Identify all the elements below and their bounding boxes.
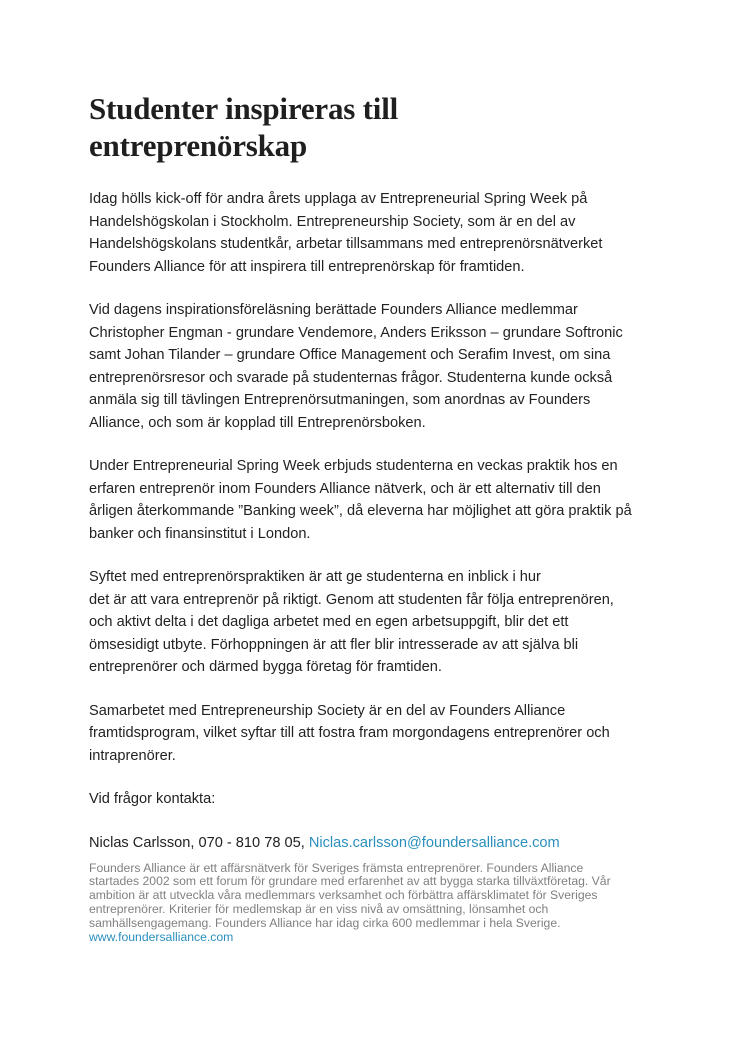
paragraph-lecture: Vid dagens inspirationsföreläsning berättade Founders Alliance medlemmar Christopher Engman - grundare Vendemore, Anders Eriksson – grundare Softronic samt Johan Tilander – grundare Office Management och Serafim Invest, om sina entreprenörsresor och svarade på studenternas frågor. Studenterna kunde också anmäla sig till tävlingen Entreprenörsutmaningen, som anordnas av Founders Alliance, och som är kopplad till Entreprenörsboken.: [89, 302, 623, 431]
contact-details: Niclas Carlsson, 070 - 810 78 05,: [89, 834, 309, 851]
about-boilerplate: Founders Alliance är ett affärsnätverk för Sveriges främsta entreprenörer. Founders Alliance startades 2002 som ett forum för grundare med erfarenhet av att bygga starka tillväxtföretag. Vår ambition är att utveckla våra medlemmars verksamhet och förbättra affärsklimatet för Sveriges entreprenörer. Kriterier för medlemskap är en viss nivå av omsättning, lönsamhet och samhällsengagemang. Founders Alliance har idag cirka 600 medlemmar i hela Sverige.: [89, 860, 611, 930]
paragraph-purpose: Syftet med entreprenörspraktiken är att ge studenterna en inblick i hur det är att vara entreprenör på riktigt. Genom att studenten får följa entreprenören, och aktivt delta i det dagliga arbetet med en egen arbetsuppgift, blir det ett ömsesidigt utbyte. Förhoppningen är att fler blir intresserade av att själva bli entreprenörer och därmed bygga företag för framtiden.: [89, 569, 614, 675]
contact-heading: Vid frågor kontakta:: [89, 791, 216, 807]
paragraph-collaboration: Samarbetet med Entrepreneurship Society är en del av Founders Alliance framtidsprogram, vilket syftar till att fostra fram morgondagens entreprenörer och intraprenörer.: [89, 702, 610, 764]
website-link[interactable]: www.foundersalliance.com: [89, 930, 234, 945]
paragraph-intro: Idag hölls kick-off för andra årets upplaga av Entrepreneurial Spring Week på Handelshögskolan i Stockholm. Entrepreneurship Society, som är en del av Handelshögskolans studentkår, arbetar tillsammans med entreprenörsnätverket Founders Alliance för att inspirera till entreprenörskap för framtiden.: [89, 191, 603, 275]
contact-line: [89, 832, 669, 854]
press-release: [89, 90, 669, 944]
contact-email-link[interactable]: Niclas.carlsson@foundersalliance.com: [308, 834, 560, 851]
article-title: Studenter inspireras till entreprenörskap: [89, 91, 399, 163]
paragraph-spring-week: Under Entrepreneurial Spring Week erbjuds studenterna en veckas praktik hos en erfaren entreprenör inom Founders Alliance nätverk, och är ett alternativ till den årligen återkommande ”Banking week”, då eleverna har möjlighet att göra praktik på banker och finansinstitut i London.: [89, 458, 632, 542]
